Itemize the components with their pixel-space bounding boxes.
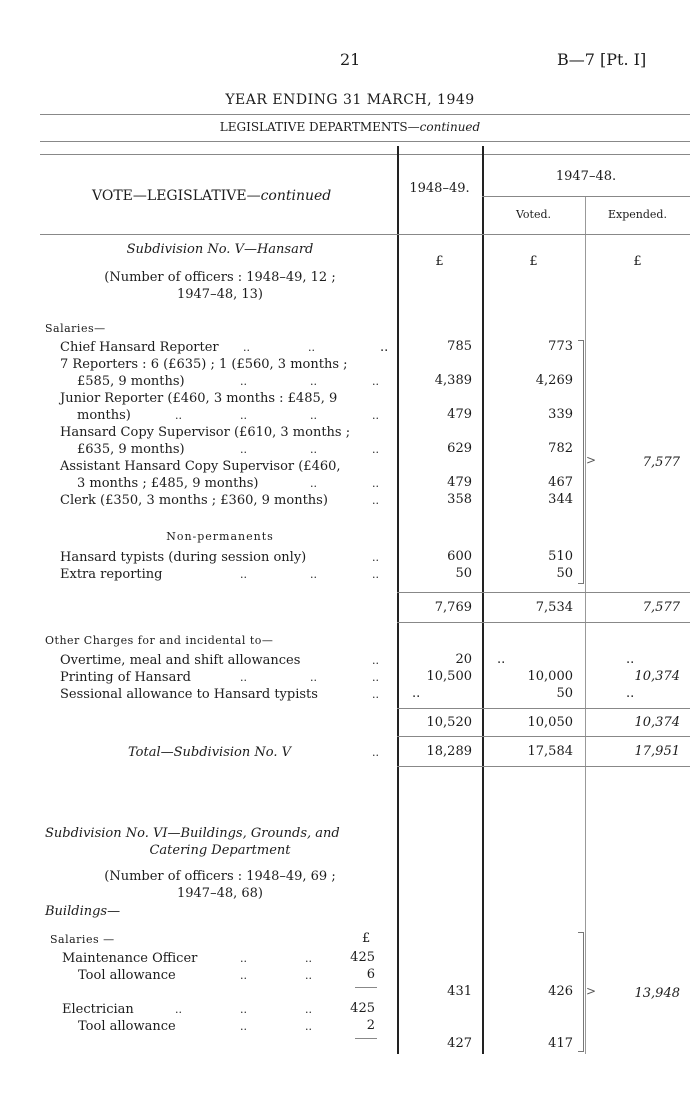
leader-dots: .. [372,375,379,388]
value-1948-49: 50 [455,566,472,581]
list-item: Hansard Copy Supervisor (£610, 3 months ; [60,425,351,440]
department-title: LEGISLATIVE DEPARTMENTS—continued [219,120,481,134]
value-voted: 510 [548,549,573,564]
leader-dots: .. [240,375,247,388]
document-reference: B—7 [Pt. I] [557,50,647,69]
page-number: 21 [340,50,361,69]
other-charges-heading: Other Charges for and incidental to— [45,634,274,647]
value-expended: .. [626,652,635,667]
currency-symbol: £ [529,254,538,269]
value-voted: 417 [548,1036,573,1051]
total-expended: 17,951 [634,744,680,759]
list-item: Junior Reporter (£460, 3 months : £485, 9 [60,391,338,406]
leader-dots: .. [310,671,317,684]
expended-brace-total: 13,948 [634,986,680,1001]
leader-dots: .. [310,443,317,456]
list-item: Electrician [62,1002,134,1017]
value-1948-49: 600 [447,549,472,564]
salaries-heading: Salaries — [50,933,115,946]
value-1948-49: 358 [447,492,472,507]
subdivision-v-title: Subdivision No. V—Hansard [126,242,314,257]
column-header-1947-48: 1947–48. [555,169,617,184]
brace-tip: > [586,984,597,998]
table-header-bottom-rule [40,234,690,235]
column-header-rule [482,196,690,197]
list-item: £585, 9 months) [77,374,185,389]
currency-symbol: £ [633,254,642,269]
officers-count: (Number of officers : 1948–49, 12 ; [104,270,336,285]
leader-dots: .. [310,477,317,490]
sum-rule [355,1038,377,1039]
leader-dots: .. [372,568,379,581]
leader-dots: .. [372,654,379,667]
value-voted: 782 [548,441,573,456]
non-permanents-heading: Non-permanents [166,530,274,543]
subtotal-voted: 7,534 [535,600,573,615]
list-item: 7 Reporters : 6 (£635) ; 1 (£560, 3 months ; [60,357,348,372]
leader-dots: .. [372,671,379,684]
list-item: Tool allowance [78,968,176,983]
value-1948-49: 785 [447,339,472,354]
column-rule [585,196,586,1054]
subtotal-rule [397,708,690,709]
value-voted: 4,269 [535,373,573,388]
leader-dots: .. [310,409,317,422]
list-item: £635, 9 months) [77,442,185,457]
list-item: Overtime, meal and shift allowances [60,653,301,668]
column-header-expended: Expended. [608,208,667,221]
leader-dots: .. [305,1020,312,1033]
subdivision-vi-title: Catering Department [149,843,291,858]
leader-dots: .. [243,341,250,354]
leader-dots: .. [240,409,247,422]
leader-dots: .. [240,671,247,684]
leader-dots: .. [240,443,247,456]
list-item: Assistant Hansard Copy Supervisor (£460, [60,459,341,474]
sum-rule [355,987,377,988]
leader-dots: .. [372,494,379,507]
value-1948-49: 427 [447,1036,472,1051]
leader-dots: .. [372,746,379,759]
value-1948-49: .. [412,686,421,701]
value-expended: .. [626,686,635,701]
officers-count: (Number of officers : 1948–49, 69 ; [104,869,336,884]
list-item: Hansard typists (during session only) [60,550,307,565]
item-amount: 425 [350,1001,375,1016]
leader-dots: .. [372,443,379,456]
leader-dots: .. [305,952,312,965]
leader-dots: .. [305,1003,312,1016]
subtotal-expended: 7,577 [642,600,680,615]
leader-dots: .. [372,409,379,422]
value-expended: 10,374 [634,669,680,684]
value-voted: 10,000 [527,669,573,684]
leader-dots: .. [310,568,317,581]
leader-dots: .. [310,375,317,388]
item-amount: 425 [350,950,375,965]
brace-tip: > [586,453,597,467]
subdivision-vi-title: Subdivision No. VI—Buildings, Grounds, and [45,826,340,841]
item-amount: 2 [366,1018,375,1033]
value-voted: 344 [548,492,573,507]
vote-title: VOTE—LEGISLATIVE—continued [92,188,332,204]
currency-symbol: £ [435,254,444,269]
leader-dots: .. [175,1003,182,1016]
list-item: Chief Hansard Reporter .. [60,340,389,355]
list-item: Sessional allowance to Hansard typists [60,687,318,702]
divider [40,141,690,142]
list-item: Printing of Hansard [60,670,191,685]
value-1948-49: 431 [447,984,472,999]
group-brace [578,932,584,1052]
subtotal-rule [397,622,690,623]
subtotal-voted: 10,050 [527,715,573,730]
officers-count: 1947–48, 68) [176,886,263,901]
leader-dots: .. [240,1020,247,1033]
leader-dots: .. [372,477,379,490]
value-1948-49: 4,389 [434,373,472,388]
leader-dots: .. [240,952,247,965]
total-rule [397,766,690,767]
column-rule [482,146,484,1054]
leader-dots: .. [372,688,379,701]
value-1948-49: 20 [455,652,472,667]
salaries-heading: Salaries— [45,322,106,335]
group-brace [578,340,584,584]
list-item: Clerk (£350, 3 months ; £360, 9 months) [60,493,328,508]
value-voted: 773 [548,339,573,354]
column-header-1948-49: 1948–49. [409,181,470,196]
total-1948-49: 18,289 [426,744,472,759]
subtotal-expended: 10,374 [634,715,680,730]
subtotal-rule [397,736,690,737]
value-voted: 50 [556,566,573,581]
subtotal-rule [397,592,690,593]
list-item: Extra reporting [60,567,163,582]
item-amount: 6 [366,967,375,982]
subtotal-1948-49: 10,520 [426,715,472,730]
currency-symbol: £ [362,931,371,946]
leader-dots: .. [175,409,182,422]
column-header-voted: Voted. [515,208,552,221]
leader-dots: .. [308,341,315,354]
buildings-heading: Buildings— [45,904,121,919]
leader-dots: .. [372,551,379,564]
table-top-rule [40,154,690,155]
list-item: months) [77,408,131,423]
list-item: 3 months ; £485, 9 months) [77,476,259,491]
leader-dots: .. [240,969,247,982]
expended-brace-total: 7,577 [642,455,680,470]
total-subdivision-v-label: Total—Subdivision No. V [128,745,291,760]
value-1948-49: 10,500 [426,669,472,684]
year-title: YEAR ENDING 31 MARCH, 1949 [225,92,475,108]
value-voted: .. [497,652,506,667]
subtotal-1948-49: 7,769 [434,600,472,615]
value-voted: 50 [556,686,573,701]
officers-count: 1947–48, 13) [176,287,263,302]
leader-dots: .. [240,1003,247,1016]
total-voted: 17,584 [527,744,573,759]
value-voted: 467 [548,475,573,490]
list-item: Tool allowance [78,1019,176,1034]
value-1948-49: 479 [447,475,472,490]
value-1948-49: 629 [447,441,472,456]
divider [40,114,690,115]
value-1948-49: 479 [447,407,472,422]
value-voted: 339 [548,407,573,422]
list-item: Maintenance Officer [62,951,198,966]
leader-dots: .. [240,568,247,581]
value-voted: 426 [548,984,573,999]
leader-dots: .. [305,969,312,982]
